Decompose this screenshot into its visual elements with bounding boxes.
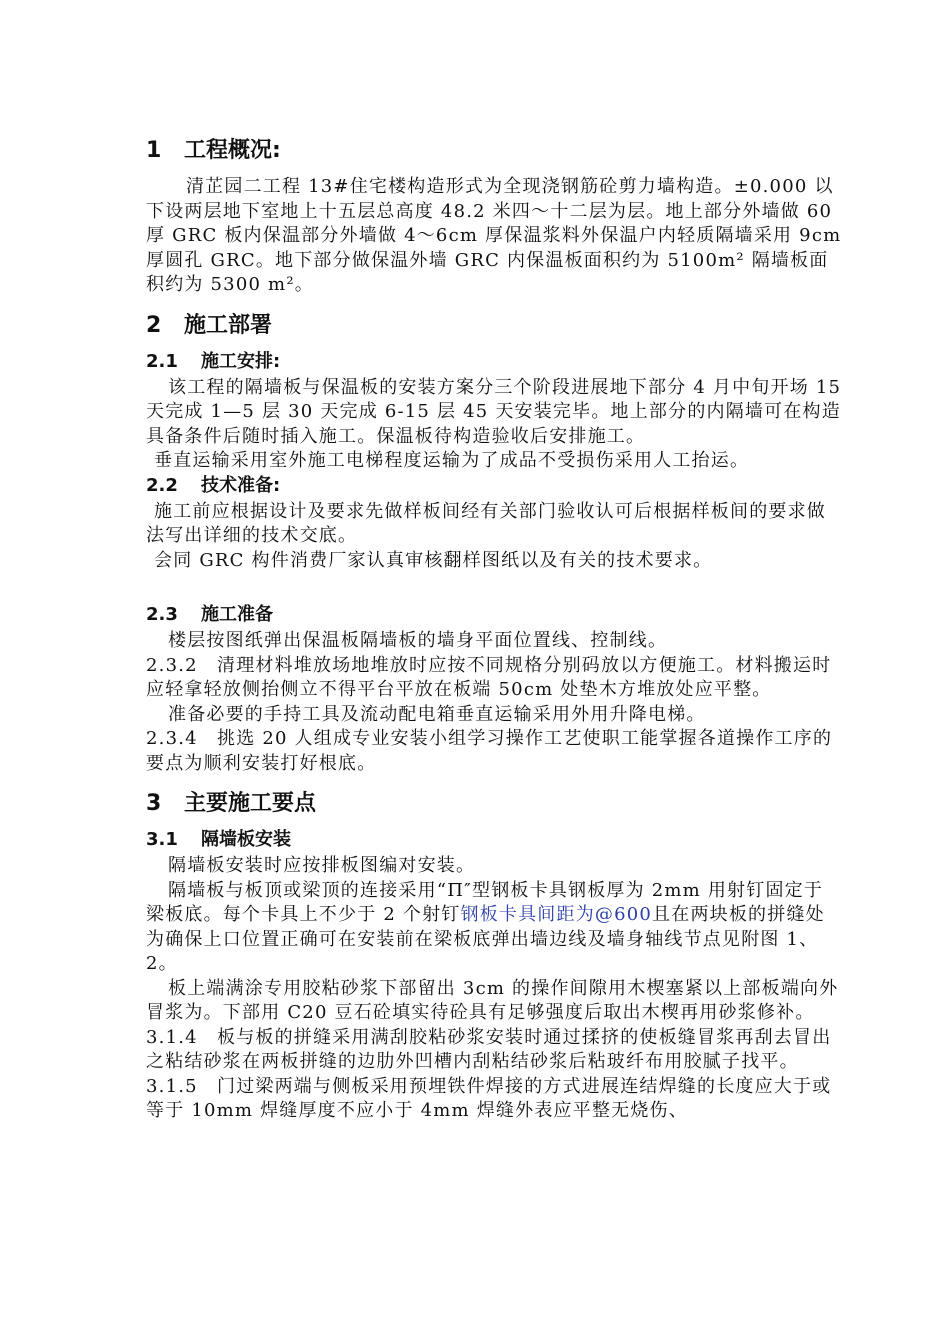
subsection-number: 3.1 xyxy=(146,829,178,850)
subsection-2-2-heading xyxy=(146,474,842,498)
paragraph-overview: 清芷园二工程 13#住宅楼构造形式为全现浇钢筋砼剪力墙构造。±0.000 以下设两层地下室地上十五层总高度 48.2 米四～十二层为层。地上部分外墙做 60 厚 GRC 板内保温部分外墙做 4～6cm 厚保温浆料外保温户内轻质隔墙采用 9cm 厚圆孔 GRC。地下部分做保温外墙 GRC 内保温板面积约为 5100m² 隔墙板面积约为 5300 m²。 xyxy=(146,176,842,295)
subsection-2-3-heading xyxy=(146,603,842,627)
subsection-title: 隔墙板安装 xyxy=(201,829,291,850)
subsection-title: 施工准备 xyxy=(201,604,273,625)
paragraph: 3.1.4 板与板的拼缝采用满刮胶粘砂浆安装时通过揉挤的使板缝冒浆再刮去冒出之粘结砂浆在两板拼缝的边肋外凹槽内刮粘结砂浆后粘玻纤布用胶腻子找平。 xyxy=(146,1026,832,1072)
paragraph-with-link xyxy=(146,879,842,977)
paragraph: 垂直运输采用室外施工电梯程度运输为了成品不受损伤采用人工抬运。 xyxy=(154,450,750,471)
subsection-number: 2.1 xyxy=(146,350,178,372)
section-number: 2 xyxy=(146,312,162,338)
paragraph: 板上端满涂专用胶粘砂浆下部留出 3cm 的操作间隙用木楔塞紧以上部板端向外冒浆为。下部用 C20 豆石砼填实待砼具有足够强度后取出木楔再用砂浆修补。 xyxy=(146,977,839,1023)
section-title: 施工部署 xyxy=(184,312,273,338)
subsection-number: 2.3 xyxy=(146,604,178,625)
paragraph: 2.3.2 清理材料堆放场地堆放时应按不同规格分别码放以方便施工。材料搬运时应轻拿轻放侧抬侧立不得平台平放在板端 50cm 处垫木方堆放处应平整。 xyxy=(146,654,832,700)
paragraph: 会同 GRC 构件消费厂家认真审核翻样图纸以及有关的技术要求。 xyxy=(154,549,713,571)
paragraph: 该工程的隔墙板与保温板的安装方案分三个阶段进展地下部分 4 月中旬开场 15 天完成 1—5 层 30 天完成 6-15 层 45 天安装完毕。地上部分的内隔墙可在构造具备条件后随时插入施工。保温板待构造验收后安排施工。 xyxy=(146,376,842,447)
section-number: 1 xyxy=(146,138,162,163)
text-run: 隔墙板与板顶或梁顶的连接采用“Π″型钢板卡具钢板厚为 2mm 用射钉固定于梁板底。每个卡具上不少于 2 个射钉 xyxy=(146,879,824,925)
paragraph: 3.1.5 门过梁两端与侧板采用预埋铁件焊接的方式进展连结焊缝的长度应大于或等于 10mm 焊缝厚度不应小于 4mm 焊缝外表应平整无烧伤、 xyxy=(146,1075,832,1121)
section-number: 3 xyxy=(146,791,162,816)
section-2-heading xyxy=(146,312,842,340)
spacing-link[interactable]: 钢板卡具间距为@600 xyxy=(460,904,653,925)
section-3-heading xyxy=(146,790,842,818)
section-title: 主要施工要点 xyxy=(184,791,317,816)
subsection-title: 施工安排: xyxy=(201,350,281,372)
paragraph: 隔墙板安装时应按排板图编对安装。 xyxy=(168,855,476,876)
subsection-3-1-heading xyxy=(146,828,842,852)
section-1-heading xyxy=(146,137,842,165)
text-run: 且在两块板的拼缝处为确保上口位置正确可在安装前在梁板底弹出墙边线及墙身轴线节点见附图 1、2。 xyxy=(146,904,825,974)
subsection-2-1-heading xyxy=(146,350,842,374)
paragraph: 2.3.4 挑选 20 人组成专业安装小组学习操作工艺使职工能掌握各道操作工序的要点为顺利安装打好根底。 xyxy=(146,728,833,774)
spacer xyxy=(146,573,842,597)
subsection-number: 2.2 xyxy=(146,474,178,496)
section-title: 工程概况: xyxy=(184,138,281,163)
document-body xyxy=(146,137,842,1124)
subsection-title: 技术准备: xyxy=(201,474,281,496)
paragraph: 楼层按图纸弹出保温板隔墙板的墙身平面位置线、控制线。 xyxy=(168,630,668,651)
paragraph: 准备必要的手持工具及流动配电箱垂直运输采用外用升降电梯。 xyxy=(168,703,706,725)
paragraph: 施工前应根据设计及要求先做样板间经有关部门验收认可后根据样板间的要求做法写出详细的技术交底。 xyxy=(146,500,826,546)
